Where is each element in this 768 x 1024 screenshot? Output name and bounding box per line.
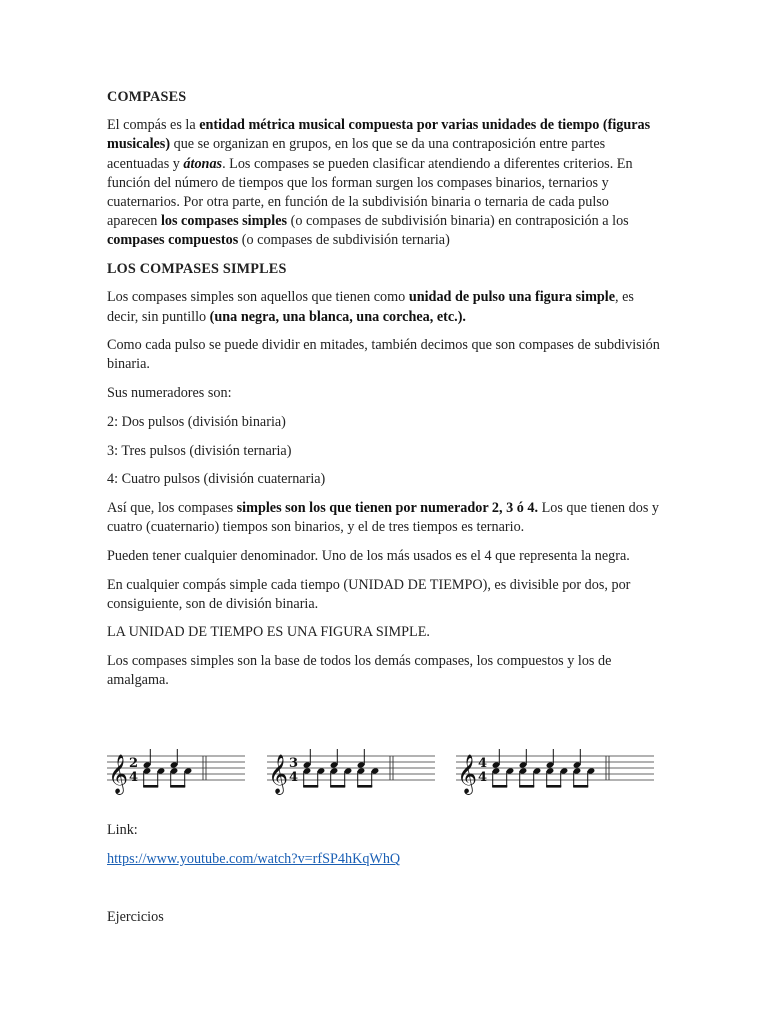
- paragraph-text: Así que, los compases: [107, 499, 237, 516]
- paragraph: [107, 499, 662, 537]
- note-beam: [357, 785, 372, 788]
- intro-text: (o compases de subdivisión binaria) en contraposición a los: [287, 213, 629, 230]
- note-beam: [303, 785, 318, 788]
- note-beam: [492, 785, 507, 788]
- intro-text: El compás es la: [107, 117, 200, 134]
- paragraph: LA UNIDAD DE TIEMPO ES UNA FIGURA SIMPLE.: [107, 624, 430, 641]
- intro-text: que se organizan en grupos, en los que se da una contraposición entre partes acentuadas y: [107, 136, 606, 172]
- music-staff-4-4: [456, 742, 656, 802]
- time-signature-numerator: 4: [478, 756, 488, 771]
- link-label: Link:: [107, 822, 138, 838]
- intro-bold: los compases simples: [160, 213, 288, 230]
- note-beam: [143, 785, 158, 788]
- paragraph: Pueden tener cualquier denominador. Uno de los más usados es el 4 que representa la negra.: [107, 547, 630, 564]
- document-body: [107, 88, 662, 700]
- intro-bold: entidad métrica musical compuesta por varias unidades de tiempo (figuras musicales): [107, 117, 651, 153]
- paragraph: Como cada pulso se puede dividir en mitades, también decimos que son compases de subdivisión binaria.: [107, 337, 660, 373]
- paragraph-text: Los compases simples son aquellos que tienen como: [107, 289, 409, 306]
- paragraph-text: Los que tienen dos y cuatro (cuaternario) tiempos son binarios, y el de tres tiempos es ternario.: [107, 499, 660, 536]
- paragraph-bold: simples son los que tienen por numerador 2, 3 ó 4.: [236, 499, 539, 516]
- note-beam: [519, 785, 534, 788]
- youtube-link[interactable]: https://www.youtube.com/watch?v=rfSP4hKqWhQ: [107, 851, 401, 867]
- music-staff-3-4: [267, 742, 437, 802]
- paragraph: Los compases simples son la base de todos los demás compases, los compuestos y los de amalgama.: [107, 653, 612, 689]
- intro-text: . Los compases se pueden clasificar atendiendo a diferentes criterios. En función del número de tiempos que los forman surgen los compases binarios, ternarios y cuaternarios. Por otra parte, en función de la subdivisión binaria o ternaria de cada pulso aparecen: [107, 155, 633, 230]
- music-examples: [107, 742, 647, 802]
- time-signature-numerator: 2: [129, 756, 139, 771]
- intro-bold: compases compuestos: [107, 232, 239, 249]
- note-beam: [546, 785, 561, 788]
- exercises-label: Ejercicios: [107, 909, 164, 925]
- treble-clef-icon: 𝄞: [268, 754, 289, 794]
- paragraph: [107, 288, 662, 326]
- time-signature-numerator: 3: [289, 756, 299, 771]
- paragraph-bold: (una negra, una blanca, una corchea, etc.).: [209, 308, 466, 325]
- time-signature-denominator: 4: [478, 770, 488, 785]
- page-title: COMPASES: [107, 89, 187, 105]
- paragraph-text: , es decir, sin puntillo: [107, 289, 634, 325]
- intro-text: (o compases de subdivisión ternaria): [238, 232, 450, 249]
- intro-italic: átonas: [183, 155, 223, 172]
- numerator-item: 2: Dos pulsos (división binaria): [107, 413, 286, 430]
- treble-clef-icon: 𝄞: [108, 754, 129, 794]
- paragraph-bold: unidad de pulso una figura simple: [408, 289, 616, 306]
- treble-clef-icon: 𝄞: [457, 754, 478, 794]
- paragraph: Sus numeradores son:: [107, 385, 232, 402]
- intro-paragraph: [107, 116, 662, 250]
- note-beam: [573, 785, 588, 788]
- paragraph: En cualquier compás simple cada tiempo (UNIDAD DE TIEMPO), es divisible por dos, por consiguiente, son de división binaria.: [107, 576, 631, 612]
- section-title: LOS COMPASES SIMPLES: [107, 261, 287, 278]
- note-beam: [330, 785, 345, 788]
- numerator-item: 4: Cuatro pulsos (división cuaternaria): [107, 471, 326, 488]
- time-signature-denominator: 4: [129, 770, 139, 785]
- note-beam: [170, 785, 185, 788]
- time-signature-denominator: 4: [289, 770, 299, 785]
- numerator-item: 3: Tres pulsos (división ternaria): [107, 442, 292, 459]
- music-staff-2-4: [107, 742, 247, 802]
